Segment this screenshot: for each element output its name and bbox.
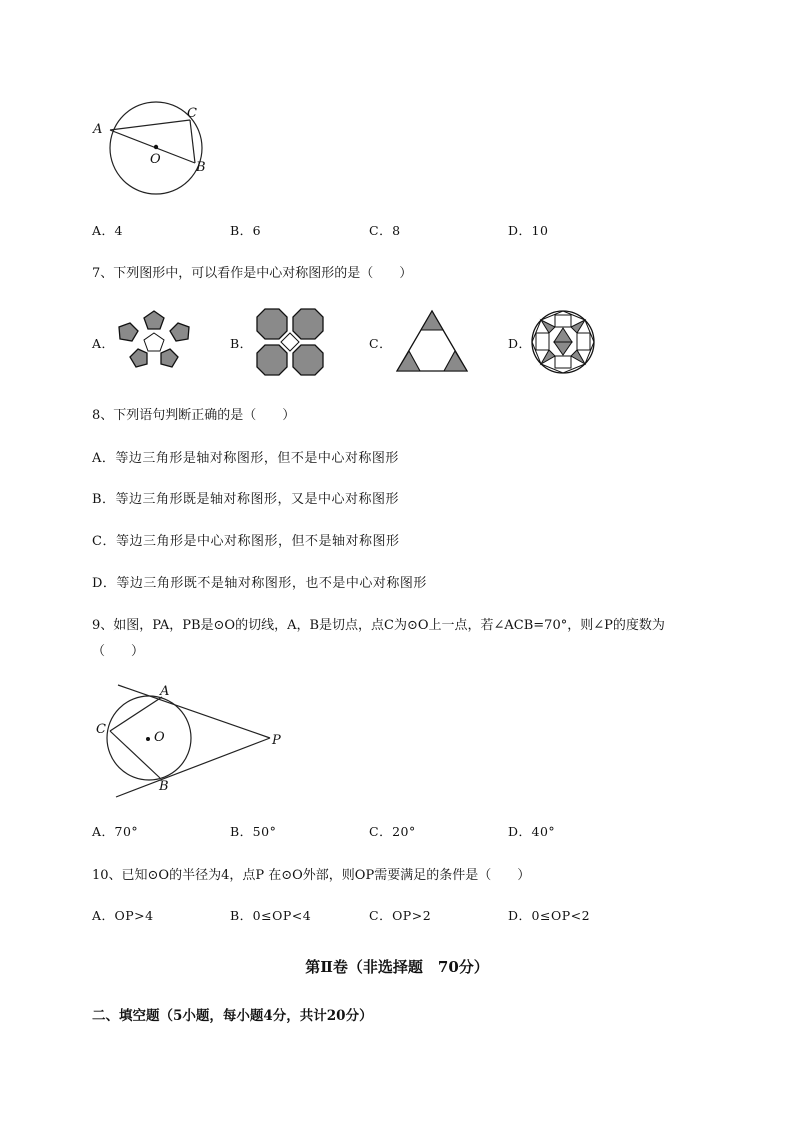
q9-label-A: A xyxy=(160,684,170,699)
q9-stem-line1: 9、如图，PA，PB是⊙O的切线，A，B是切点，点C为⊙O上一点，若∠ACB=70°，则∠P的度数为 xyxy=(92,618,665,633)
q8-stem: 8、下列语句判断正确的是（ ） xyxy=(92,408,296,423)
q7-option-d-letter: D． xyxy=(508,336,532,351)
q7-stem: 7、下列图形中，可以看作是中心对称图形的是（ ） xyxy=(92,266,413,281)
q9-tangent-figure xyxy=(100,675,290,805)
q9-label-C: C xyxy=(96,722,106,737)
q6-option-a: A．4 xyxy=(92,223,123,238)
q8-option-c: C．等边三角形是中心对称图形，但不是轴对称图形 xyxy=(92,534,400,549)
q9-label-P: P xyxy=(272,733,281,748)
q7-figure-d-circle-pattern xyxy=(530,309,596,375)
q9-label-O: O xyxy=(154,730,165,745)
q9-option-d: D．40° xyxy=(508,824,556,839)
q6-option-c: C．8 xyxy=(369,223,401,238)
q6-label-A: A xyxy=(93,122,103,137)
q7-option-c-letter: C． xyxy=(369,336,393,351)
q9-option-c: C．20° xyxy=(369,824,416,839)
q6-circle-figure xyxy=(96,100,216,200)
q6-option-b: B．6 xyxy=(230,223,262,238)
q9-stem-line2: （ ） xyxy=(92,644,145,659)
q10-option-b: B．0≤OP<4 xyxy=(230,908,312,923)
part2-title: 第Ⅱ卷（非选择题 70分） xyxy=(305,958,489,976)
q7-figure-b-octagons xyxy=(255,307,325,377)
q7-figure-a-pentagons xyxy=(114,308,194,374)
q10-option-d: D．0≤OP<2 xyxy=(508,908,591,923)
q8-option-b: B．等边三角形既是轴对称图形，又是中心对称图形 xyxy=(92,492,400,507)
q10-option-c: C．OP>2 xyxy=(369,908,432,923)
q6-option-d: D．10 xyxy=(508,223,549,238)
q7-option-b-letter: B． xyxy=(230,336,253,351)
q6-label-O: O xyxy=(150,152,161,167)
part2-section-heading: 二、填空题（5小题，每小题4分，共计20分） xyxy=(92,1008,373,1024)
q9-option-a: A．70° xyxy=(92,824,139,839)
q7-figure-c-triangle xyxy=(395,309,469,373)
q7-option-a-letter: A． xyxy=(92,336,115,351)
q9-option-b: B．50° xyxy=(230,824,277,839)
q6-label-B: B xyxy=(196,160,206,175)
q8-option-a: A．等边三角形是轴对称图形，但不是中心对称图形 xyxy=(92,451,399,466)
q10-stem: 10、已知⊙O的半径为4，点P 在⊙O外部，则OP需要满足的条件是（ ） xyxy=(92,868,531,883)
q10-option-a: A．OP>4 xyxy=(92,908,154,923)
q9-label-B: B xyxy=(159,779,169,794)
q6-label-C: C xyxy=(187,106,197,121)
q8-option-d: D．等边三角形既不是轴对称图形，也不是中心对称图形 xyxy=(92,576,427,591)
